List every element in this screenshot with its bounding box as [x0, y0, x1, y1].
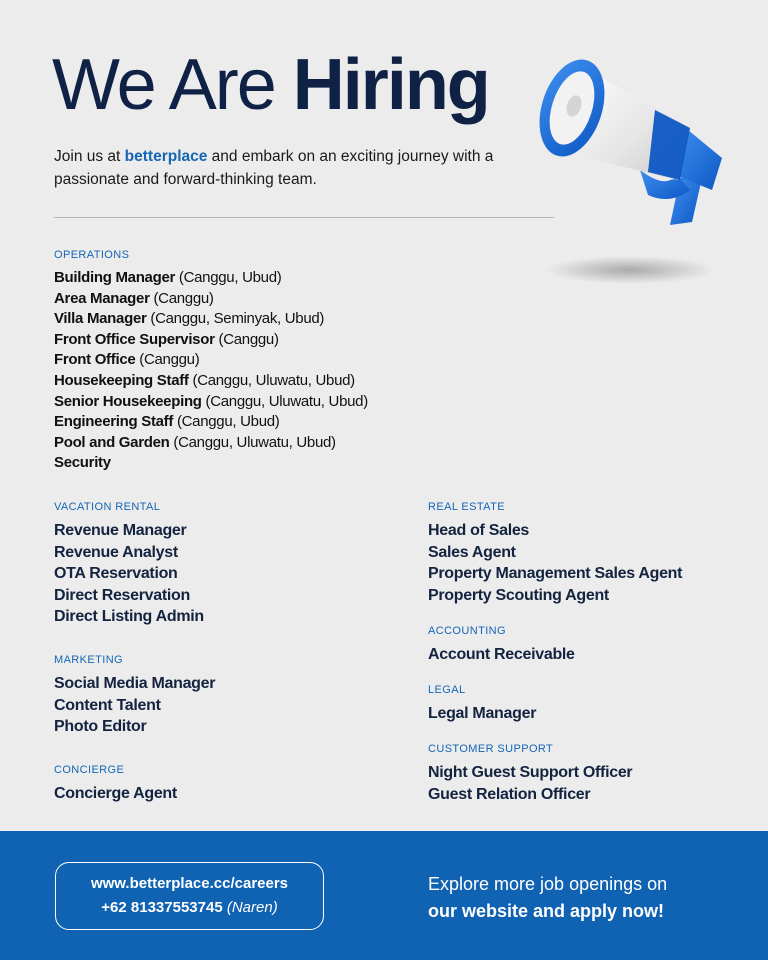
section-legal: [428, 684, 536, 725]
contact-box: [55, 862, 324, 930]
job-item: Building Manager (Canggu, Ubud): [54, 269, 282, 286]
job-item: Concierge Agent: [54, 785, 177, 802]
job-item: Villa Manager (Canggu, Seminyak, Ubud): [54, 310, 325, 328]
cta-line-1: Explore more job openings on: [428, 874, 668, 894]
job-item: Security: [54, 454, 111, 472]
job-item: Property Management Sales Agent: [428, 565, 683, 582]
job-item: Account Receivable: [428, 646, 575, 663]
job-item: Engineering Staff (Canggu, Ubud): [54, 413, 280, 431]
section-accounting: [428, 625, 575, 666]
job-item: Direct Listing Admin: [54, 608, 204, 625]
title-bold: Hiring: [292, 45, 489, 125]
job-item: Front Office (Canggu): [54, 351, 200, 369]
section-real-estate: [428, 501, 682, 606]
job-item: Photo Editor: [54, 718, 147, 735]
job-item: OTA Reservation: [54, 565, 178, 582]
intro-before: Join us at: [54, 148, 125, 165]
section-title-accounting: ACCOUNTING: [428, 625, 506, 637]
megaphone-icon: [530, 30, 740, 290]
job-item: Sales Agent: [428, 543, 516, 561]
job-item: Pool and Garden (Canggu, Uluwatu, Ubud): [54, 433, 336, 451]
section-title-concierge: CONCIERGE: [54, 764, 125, 776]
page-title: [52, 40, 489, 130]
job-item: Revenue Manager: [54, 522, 187, 539]
title-light: We Are: [52, 45, 275, 125]
job-item: Head of Sales: [428, 522, 530, 539]
contact-name: (Naren): [226, 899, 278, 916]
section-title-marketing: MARKETING: [54, 654, 123, 666]
footer-banner: [0, 831, 768, 960]
job-item: Senior Housekeeping (Canggu, Uluwatu, Ubud): [54, 392, 368, 410]
section-marketing: [54, 654, 215, 738]
section-customer-support: [428, 743, 632, 805]
section-title-customer-support: CUSTOMER SUPPORT: [428, 743, 554, 755]
section-title-legal: LEGAL: [428, 684, 466, 696]
section-title-vacation-rental: VACATION RENTAL: [54, 501, 161, 513]
job-item: Night Guest Support Officer: [428, 764, 633, 781]
intro-text: [54, 145, 524, 191]
careers-link[interactable]: www.betterplace.cc/careers: [90, 875, 289, 892]
job-item: Revenue Analyst: [54, 543, 178, 561]
job-item: Housekeeping Staff (Canggu, Uluwatu, Ubud): [54, 371, 355, 389]
brand-name: betterplace: [124, 148, 208, 165]
job-item: Property Scouting Agent: [428, 586, 609, 604]
phone-number: +62 81337553745: [101, 899, 223, 916]
job-item: Content Talent: [54, 696, 161, 714]
job-item: Guest Relation Officer: [428, 785, 591, 803]
intro-after: and embark on an exciting journey with a passionate and forward-thinking team.: [54, 148, 494, 188]
job-item: Legal Manager: [428, 705, 537, 722]
job-item: Direct Reservation: [54, 586, 190, 604]
job-item: Area Manager (Canggu): [54, 289, 214, 307]
cta-line-2: our website and apply now!: [428, 901, 665, 921]
divider: [54, 217, 554, 218]
call-to-action: [428, 871, 667, 925]
job-item: Social Media Manager: [54, 675, 216, 692]
section-vacation-rental: [54, 501, 204, 628]
section-concierge: [54, 764, 177, 805]
section-title-real-estate: REAL ESTATE: [428, 501, 505, 513]
section-title-operations: OPERATIONS: [54, 249, 130, 261]
section-operations: [54, 249, 368, 474]
contact-phone: [56, 896, 323, 920]
job-item: Front Office Supervisor (Canggu): [54, 330, 279, 348]
